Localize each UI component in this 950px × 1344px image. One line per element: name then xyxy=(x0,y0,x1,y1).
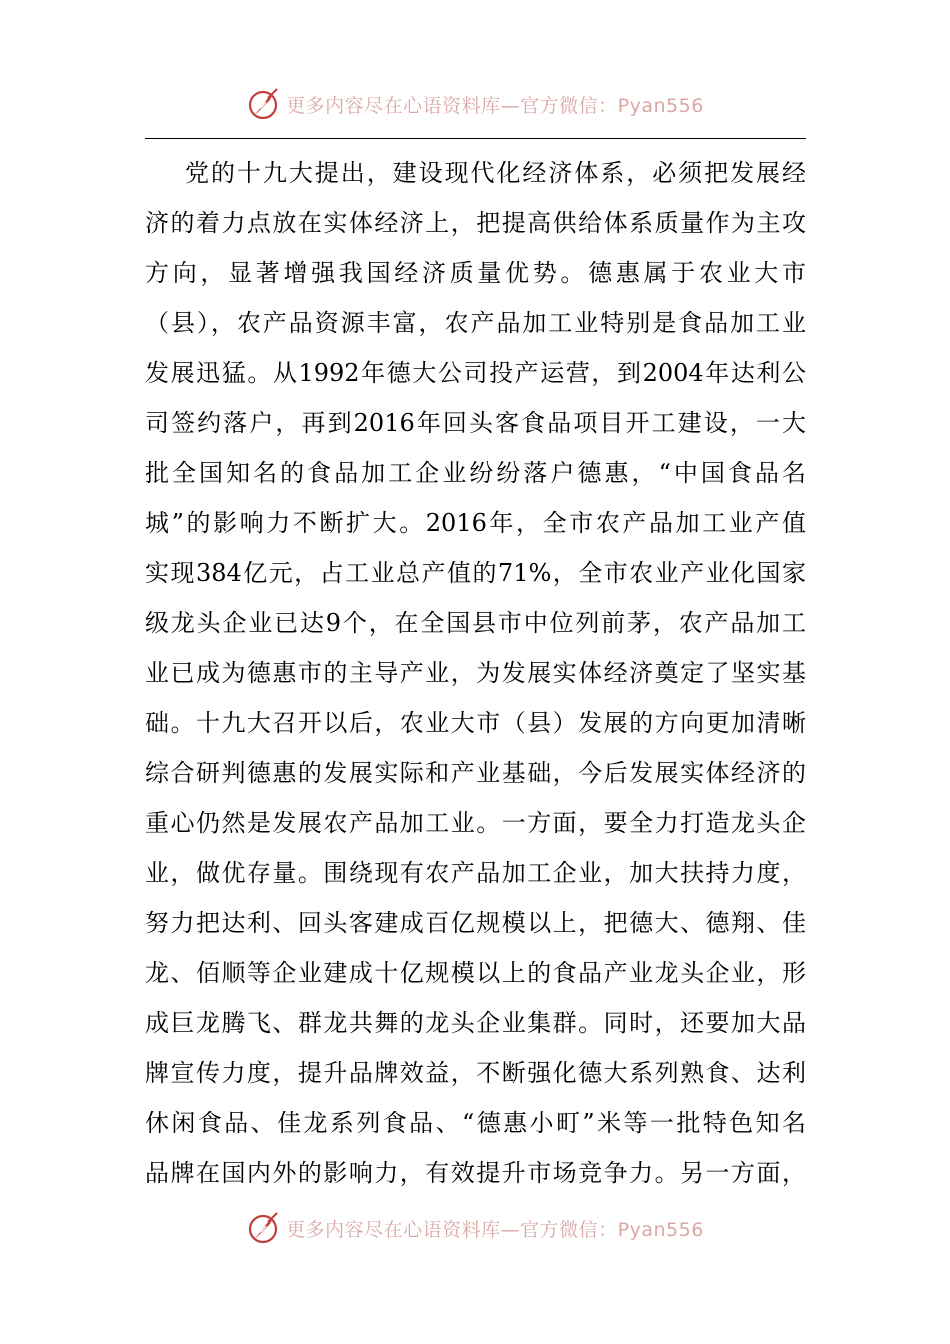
paragraph-line: 成巨龙腾飞、群龙共舞的龙头企业集群。同时，还要加大品 xyxy=(145,1009,806,1037)
paragraph-line: 重心仍然是发展农产品加工业。一方面，要全力打造龙头企 xyxy=(145,809,806,837)
paragraph-line: 司签约落户，再到2016年回头客食品项目开工建设，一大 xyxy=(145,409,806,437)
paragraph-line: 龙、佰顺等企业建成十亿规模以上的食品产业龙头企业，形 xyxy=(145,959,806,987)
header-banner xyxy=(0,82,950,126)
quill-pen-logo-icon xyxy=(246,1210,282,1246)
paragraph-line: （县），农产品资源丰富，农产品加工业特别是食品加工业 xyxy=(145,309,806,337)
paragraph-line: 发展迅猛。从1992年德大公司投产运营，到2004年达利公 xyxy=(145,359,806,387)
paragraph-line: 努力把达利、回头客建成百亿规模以上，把德大、德翔、佳 xyxy=(145,909,806,937)
paragraph-line: 综合研判德惠的发展实际和产业基础，今后发展实体经济的 xyxy=(145,759,806,787)
paragraph-line: 级龙头企业已达9个，在全国县市中位列前茅，农产品加工 xyxy=(145,609,806,637)
paragraph-line: 品牌在国内外的影响力，有效提升市场竞争力。另一方面， xyxy=(145,1159,806,1187)
paragraph-line: 休闲食品、佳龙系列食品、“德惠小町”米等一批特色知名 xyxy=(145,1109,806,1137)
footer-banner xyxy=(0,1206,950,1250)
paragraph-line: 方向，显著增强我国经济质量优势。德惠属于农业大市 xyxy=(145,259,806,287)
paragraph-line: 实现384亿元，占工业总产值的71%，全市农业产业化国家 xyxy=(145,559,806,587)
paragraph-line: 济的着力点放在实体经济上，把提高供给体系质量作为主攻 xyxy=(145,209,806,237)
paragraph-line: 城”的影响力不断扩大。2016年，全市农产品加工业产值 xyxy=(145,509,806,537)
paragraph-line: 党的十九大提出，建设现代化经济体系，必须把发展经 xyxy=(185,159,806,187)
paragraph-line: 础。十九大召开以后，农业大市（县）发展的方向更加清晰 xyxy=(145,709,806,737)
header-divider xyxy=(145,138,806,139)
paragraph-line: 业已成为德惠市的主导产业，为发展实体经济奠定了坚实基 xyxy=(145,659,806,687)
header-banner-text: 更多内容尽在心语资料库—官方微信：Pyan556 xyxy=(286,94,704,117)
footer-banner-text: 更多内容尽在心语资料库—官方微信：Pyan556 xyxy=(286,1218,704,1241)
quill-pen-logo-icon xyxy=(246,86,282,122)
document-body xyxy=(145,148,806,1198)
paragraph-line: 业，做优存量。围绕现有农产品加工企业，加大扶持力度， xyxy=(145,859,806,887)
paragraph-line: 牌宣传力度，提升品牌效益，不断强化德大系列熟食、达利 xyxy=(145,1059,806,1087)
paragraph-line: 批全国知名的食品加工企业纷纷落户德惠，“中国食品名 xyxy=(145,459,806,487)
